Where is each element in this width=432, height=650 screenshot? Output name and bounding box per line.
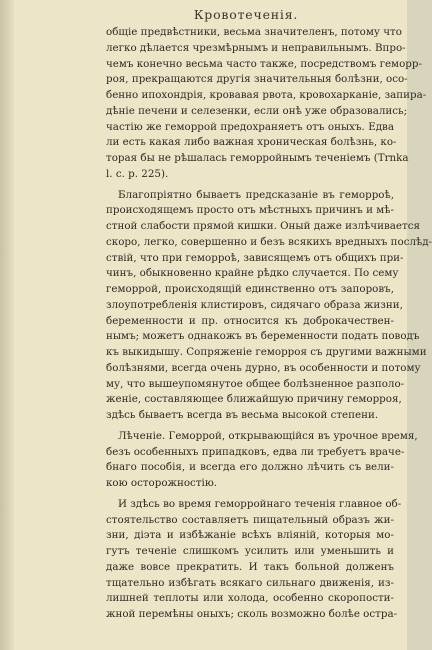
paragraph-1	[106, 25, 427, 183]
text-line: И здѣсь во время геморройнаго теченія главное об-	[118, 497, 402, 510]
text-line: геморрой, происходящій единственно отъ запоровъ,	[106, 283, 394, 295]
text-line: ствій, что при геморроѣ, зависящемъ отъ общихъ при-	[106, 251, 404, 264]
text-line: дѣніе печени и селезенки, если онѣ уже образовались;	[106, 104, 408, 117]
text-line: частію же геморрой предохраняетъ отъ оныхъ. Едва	[106, 120, 394, 133]
body-text	[106, 25, 432, 627]
paragraph-4	[106, 497, 402, 623]
text-line: общіе предвѣстники, весьма значителенъ, потому что	[106, 26, 402, 38]
text-line: бнаго пособія, и всегда его должно лѣчить съ вели-	[106, 461, 394, 474]
text-line: даже вовсе прекратить. И такъ больной долженъ	[106, 560, 394, 573]
text-line: злоупотребленія клистировъ, сидячаго образа жизни,	[106, 298, 403, 311]
text-line: стной слабости прямой кишки. Оный даже излѣчивается	[106, 220, 420, 232]
text-line: зни, діэта и избѣжаніе всѣхъ вліяній, которыя мо-	[106, 529, 394, 542]
text-line: скоро, легко, совершенно и безъ всякихъ вредныхъ послѣд-	[106, 235, 432, 248]
text-line: жной перемѣны оныхъ; сколь возможно болѣе остра-	[106, 608, 398, 620]
text-line: женіе, составляющее ближайшую причину геморроя,	[106, 393, 402, 406]
text-line: тщательно избѣгать всякаго сильнаго движенія, из-	[106, 576, 394, 589]
text-line: му, что вышеупомянутое общее болѣзненное разполо-	[106, 377, 405, 390]
page-header: Кровотеченія.	[193, 7, 299, 22]
text-line: бенно ипохондрія, кровавая рвота, кровохарканіе, запира-	[106, 89, 427, 101]
page-gutter-shadow	[0, 0, 14, 650]
text-line: легко дѣлается чрезмѣрнымъ и неправильнымъ. Впро-	[106, 41, 406, 54]
text-line: болѣзнями, всегда очень дурно, въ особенности и потому	[106, 361, 421, 374]
text-line: роя, прекращаются другія значительныя болѣзни, осо-	[106, 73, 408, 86]
text-line: здѣсь бываетъ всегда въ весьма высокой степени.	[106, 409, 379, 421]
text-line: чемъ конечно весьма часто также, посредствомъ геморр-	[106, 57, 422, 70]
paragraph-3	[106, 429, 418, 492]
text-line: ли есть какая либо важная хроническая болѣзнь, ко-	[106, 136, 397, 149]
text-line: къ выкидышу. Сопряженіе геморроя съ другими важными	[106, 346, 427, 358]
text-line: Лѣченіе. Геморрой, открывающійся въ урочное время,	[118, 429, 418, 442]
text-line: Благопріятно бываетъ предсказаніе въ геморроѣ,	[118, 188, 394, 201]
text-line: нымъ; можетъ однакожъ въ беременности подать поводъ	[106, 330, 420, 343]
text-line: l. c. p. 225).	[106, 167, 169, 180]
text-line: торая бы не рѣшалась геморройнымъ теченіемъ (Trnka	[106, 152, 409, 164]
text-line: безъ особенныхъ припадковъ, едва ли требуетъ враче-	[106, 445, 405, 458]
text-line: беременности и пр. относится къ доброкачествен-	[106, 314, 394, 327]
text-line: чинъ, обыкновенно крайне рѣдко случается. По сему	[106, 267, 399, 280]
paragraph-2	[106, 188, 432, 424]
text-line: лишней теплоты или холода, особенно скоропости-	[106, 592, 394, 605]
text-line: гутъ теченіе слишкомъ усилить или уменьшить и	[106, 545, 394, 557]
text-line: происходящемъ просто отъ мѣстныхъ причинъ и мѣ-	[106, 204, 394, 217]
text-line: кою осторожностію.	[106, 477, 218, 489]
text-line: стоятельство составляетъ пищательный образъ жи-	[106, 513, 394, 526]
